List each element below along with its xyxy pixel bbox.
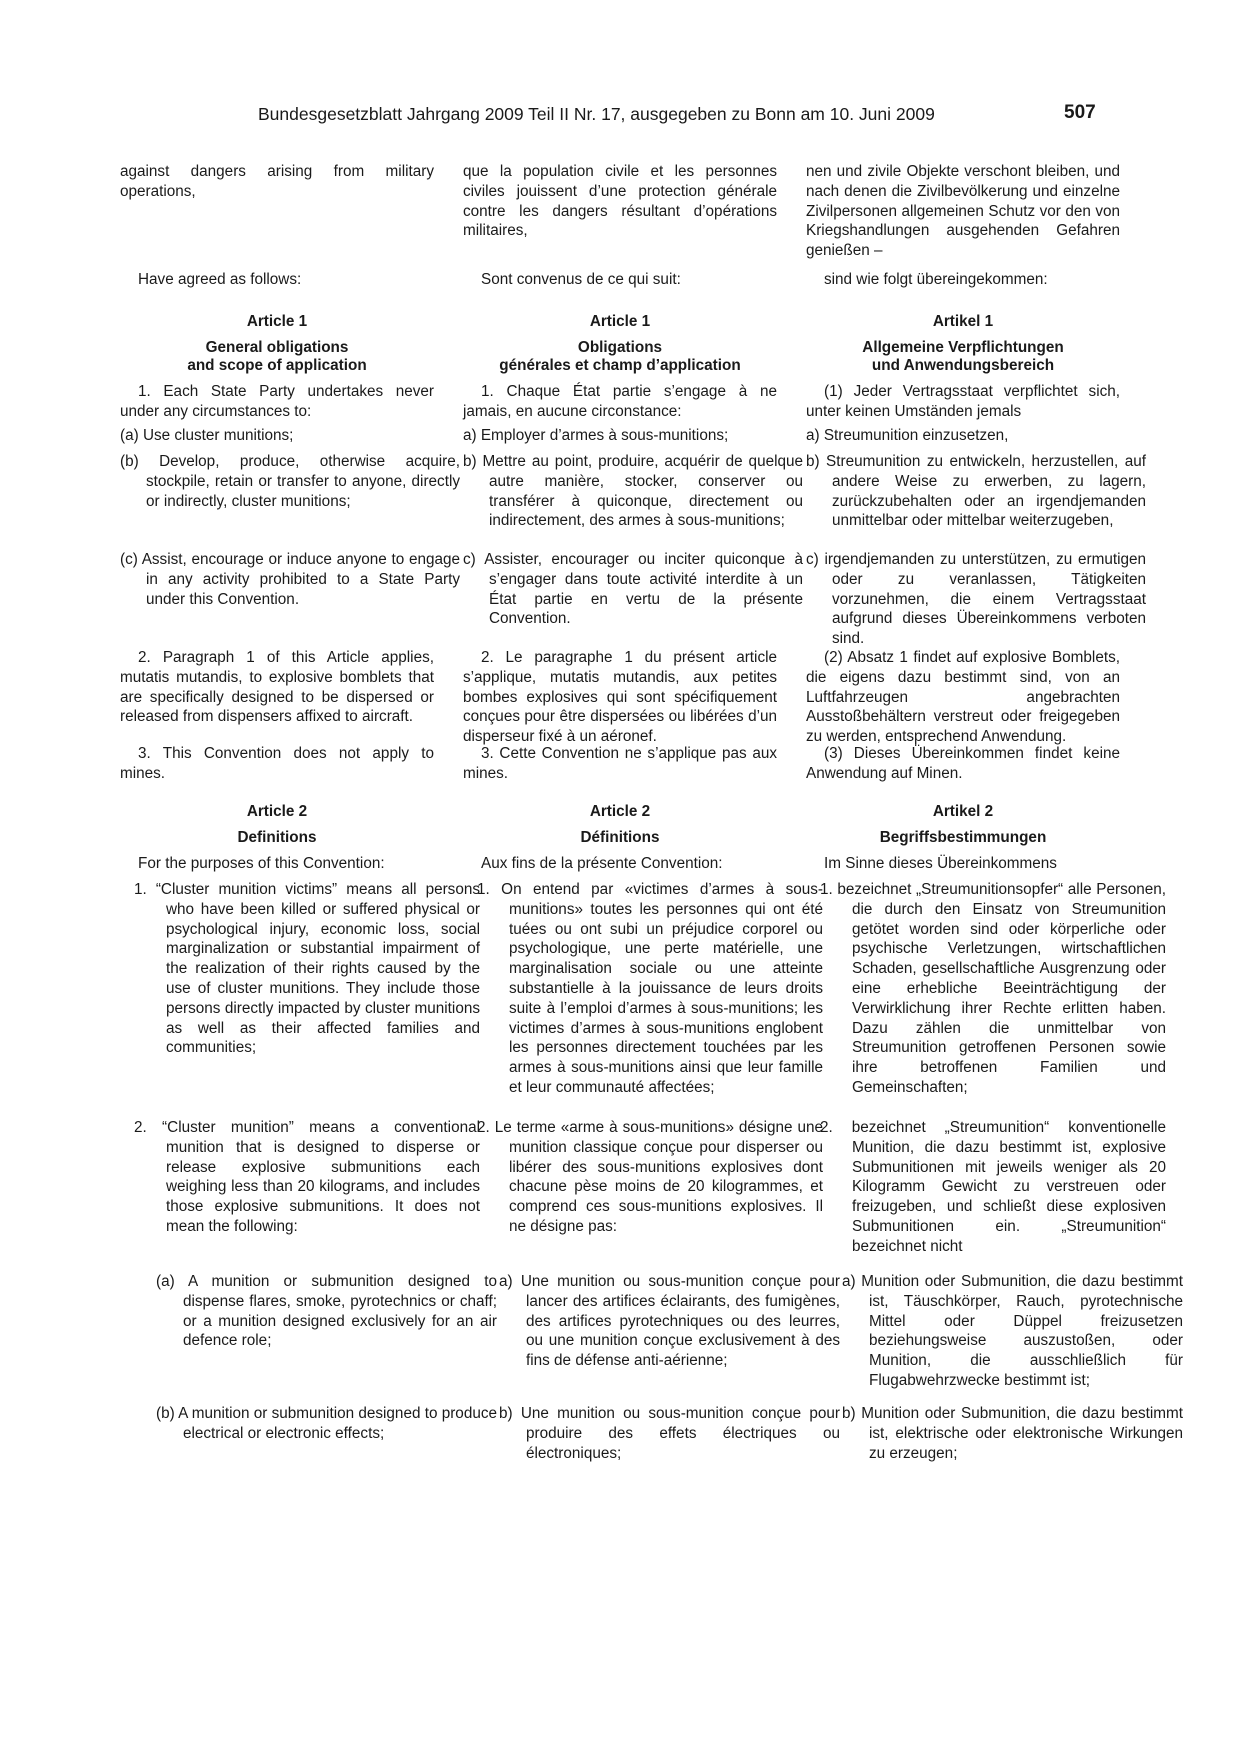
article-1-item-c: c) irgendjemanden zu unterstützen, zu ermutigen oder zu veranlassen, Tätigkeiten vorzunehmen, die einem Vertragsstaat aufgrund dieses Übereinkommens verboten sind.	[806, 551, 1146, 648]
article-2-intro: Im Sinne dieses Übereinkommens	[824, 855, 1057, 872]
agreed-text: Have agreed as follows:	[138, 271, 302, 288]
definition-1: 1. bezeichnet „Streumunitionsopfer“ alle Personen, die durch den Einsatz von Streumunition getötet worden sind oder körperliche oder psychische Verletzungen, wirtschaftlichen Schaden, gesellschaftliche Ausgrenzung oder eine erhebliche Beeinträchtigung der Verwirklichung ihrer Rechte erlitten haben. Dazu zählen die unmittelbar von Streumunition getroffenen Personen sowie ihre betroffenen Familien und Gemeinschaften;	[820, 881, 1166, 1096]
article-1-paragraph-3: 3. This Convention does not apply to mines.	[120, 745, 434, 782]
article-1-heading-line1: General obligations	[205, 339, 349, 356]
definition-2-item-a: a) Munition oder Submunition, die dazu bestimmt ist, Täuschkörper, Rauch, pyrotechnische Mittel oder Düppel freizusetzen beziehungsweise auszustoßen, oder Munition, die ausschließlich für Flugabwehrzwecke bestimmt ist;	[842, 1273, 1183, 1389]
article-2-heading: Definitions	[237, 829, 317, 846]
article-2-heading: Begriffsbestimmungen	[879, 829, 1047, 846]
article-1-heading-line1: Obligations	[577, 339, 663, 356]
definition-2: 2. Le terme «arme à sous-munitions» désigne une munition classique conçue pour disperser ou libérer des sous-munitions explosives dont chacune pèse moins de 20 kilogrammes, et comprend ces sous-munitions explosives. Il ne désigne pas:	[477, 1119, 823, 1235]
article-2-title: Artikel 2	[932, 803, 994, 820]
page-header	[120, 104, 1120, 130]
article-1-item-c: (c) Assist, encourage or induce anyone to engage in any activity prohibited to a State Party under this Convention.	[120, 551, 460, 608]
article-1-paragraph-2: 2. Le paragraphe 1 du présent article s’applique, mutatis mutandis, aux petites bombes explosives qui sont spécifiquement conçues pour être dispersées ou libérées d’un disperseur fixé à un aéronef.	[463, 649, 777, 746]
article-1-paragraph-1: 1. Chaque État partie s’engage à ne jamais, en aucune circonstance:	[463, 383, 777, 420]
agreed-text: Sont convenus de ce qui suit:	[481, 271, 681, 288]
article-1-item-b: (b) Develop, produce, otherwise acquire, stockpile, retain or transfer to anyone, directly or indirectly, cluster munitions;	[120, 453, 460, 510]
article-1-item-a: a) Employer d’armes à sous-munitions;	[463, 427, 729, 444]
article-1-title: Artikel 1	[932, 313, 994, 330]
article-1-item-a: (a) Use cluster munitions;	[120, 427, 294, 444]
article-1-title: Article 1	[246, 313, 308, 330]
article-2-intro: For the purposes of this Convention:	[138, 855, 385, 872]
definition-2: 2. bezeichnet „Streumunition“ konventionelle Munition, die dazu bestimmt ist, explosive Submunitionen mit jeweils weniger als 20 Kilogramm Gewicht zu verstreuen oder freizugeben, und schließt diese explosiven Submunitionen ein. „Streumunition“ bezeichnet nicht	[820, 1119, 1166, 1255]
article-2-heading: Définitions	[580, 829, 660, 846]
article-1-paragraph-1: (1) Jeder Vertragsstaat verpflichtet sich, unter keinen Umständen jemals	[806, 383, 1120, 420]
definition-2: 2. “Cluster munition” means a conventional munition that is designed to disperse or release explosive submunitions each weighing less than 20 kilograms, and includes those explosive submunitions. It does not mean the following:	[134, 1119, 480, 1235]
definition-2-item-b: (b) A munition or submunition designed to produce electrical or electronic effects;	[156, 1405, 497, 1442]
article-1-item-a: a) Streumunition einzusetzen,	[806, 427, 1009, 444]
definition-2-item-b: b) Une munition ou sous-munition conçue pour produire des effets électriques ou électroniques;	[499, 1405, 840, 1462]
definition-2-item-a: (a) A munition or submunition designed to dispense flares, smoke, pyrotechnics or chaff; or a munition designed exclusively for an air defence role;	[156, 1273, 497, 1350]
definition-1: 1. On entend par «victimes d’armes à sous-munitions» toutes les personnes qui ont été tuées ou ont subi un préjudice corporel ou psychologique, une perte matérielle, une marginalisation sociale ou une atteinte substantielle à la jouissance de leurs droits suite à l’emploi d’armes à sous-munitions; les victimes d’armes à sous-munitions englobent les personnes directement touchées par les armes à sous-munitions ainsi que leur famille et leur communauté affectées;	[477, 881, 823, 1096]
article-1-paragraph-1: 1. Each State Party undertakes never under any circumstances to:	[120, 383, 434, 420]
intro-text: against dangers arising from military operations,	[120, 163, 434, 200]
article-1-item-c: c) Assister, encourager ou inciter quiconque à s’engager dans toute activité interdite à un État partie en vertu de la présente Convention.	[463, 551, 803, 628]
article-1-paragraph-2: 2. Paragraph 1 of this Article applies, mutatis mutandis, to explosive bomblets that are specifically designed to be dispersed or released from dispensers affixed to aircraft.	[120, 649, 434, 726]
article-1-heading-line2: und Anwendungsbereich	[871, 357, 1055, 374]
article-2-intro: Aux fins de la présente Convention:	[481, 855, 723, 872]
article-1-heading-line2: générales et champ d’application	[499, 357, 741, 374]
gazette-title: Bundesgesetzblatt Jahrgang 2009 Teil II Nr. 17, ausgegeben zu Bonn am 10. Juni 2009	[258, 104, 935, 124]
definition-1: 1. “Cluster munition victims” means all persons who have been killed or suffered physical or psychological injury, economic loss, social marginalization or substantial impairment of the realization of their rights caused by the use of cluster munitions. They include those persons directly impacted by cluster munitions as well as their affected families and communities;	[134, 881, 480, 1057]
article-1-title: Article 1	[589, 313, 651, 330]
article-1-paragraph-2: (2) Absatz 1 findet auf explosive Bomblets, die eigens dazu bestimmt sind, von an Luftfahrzeugen angebrachten Ausstoßbehältern verstreut oder freigegeben zu werden, entsprechend Anwendung.	[806, 649, 1120, 746]
agreed-text: sind wie folgt übereingekommen:	[824, 271, 1048, 288]
article-1-item-b: b) Streumunition zu entwickeln, herzustellen, auf andere Weise zu erwerben, zu lagern, zurückzubehalten oder an irgendjemanden unmittelbar oder mittelbar weiterzugeben,	[806, 453, 1146, 530]
article-1-heading-line2: and scope of application	[187, 357, 367, 374]
definition-2-item-a: a) Une munition ou sous-munition conçue pour lancer des artifices éclairants, des fumigènes, des artifices pyrotechniques ou des leurres, ou une munition conçue exclusivement à des fins de défense anti-aérienne;	[499, 1273, 840, 1370]
intro-text: nen und zivile Objekte verschont bleiben, und nach denen die Zivilbevölkerung und einzelne Zivilpersonen allgemeinen Schutz vor den von Kriegshandlungen ausgehenden Gefahren genießen –	[806, 163, 1120, 260]
page-number: 507	[1064, 102, 1096, 123]
article-1-heading-line1: Allgemeine Verpflichtungen	[862, 339, 1064, 356]
article-2-title: Article 2	[589, 803, 651, 820]
article-1-item-b: b) Mettre au point, produire, acquérir de quelque autre manière, stocker, conserver ou transférer à quiconque, directement ou indirectement, des armes à sous-munitions;	[463, 453, 803, 530]
article-2-title: Article 2	[246, 803, 308, 820]
intro-text: que la population civile et les personnes civiles jouissent d’une protection générale contre les dangers résultant d’opérations militaires,	[463, 163, 777, 240]
definition-2-item-b: b) Munition oder Submunition, die dazu bestimmt ist, elektrische oder elektronische Wirkungen zu erzeugen;	[842, 1405, 1183, 1462]
article-1-paragraph-3: (3) Dieses Übereinkommen findet keine Anwendung auf Minen.	[806, 745, 1120, 782]
article-1-paragraph-3: 3. Cette Convention ne s’applique pas aux mines.	[463, 745, 777, 782]
